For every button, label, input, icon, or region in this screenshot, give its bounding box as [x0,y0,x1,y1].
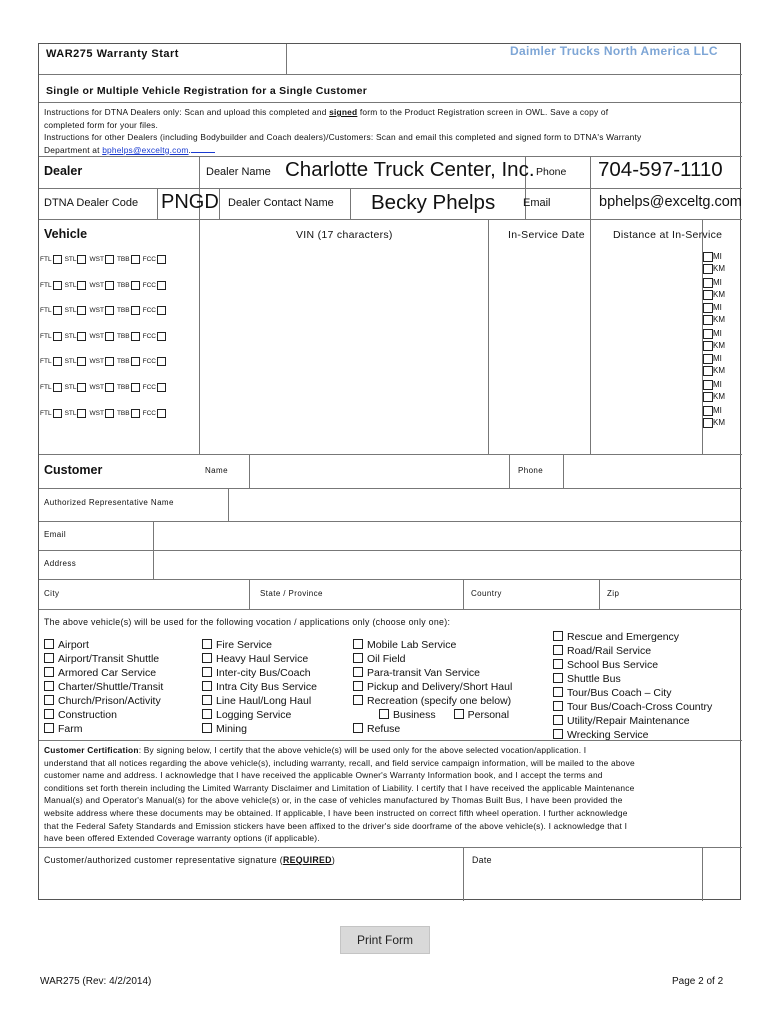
vocation-option[interactable] [202,680,317,694]
vehicle-type-checkbox[interactable] [131,281,140,290]
customer-certification [44,744,738,845]
vin-field[interactable] [201,406,487,428]
vehicle-type-label: FTL [40,256,52,263]
footer-page: Page 2 of 2 [672,976,724,987]
vehicle-type-label: FCC [142,384,156,391]
vocation-option[interactable] [44,680,163,694]
instructions: Instructions for DTNA Dealers only: Scan and upload this completed and signed form to the Product Registration screen in OWL. Save a copy of completed form for your files. Instructions for other Dealers (including Bodybuilder and Coach dealers)/Customers: Scan and email this completed and signed form to DTNA's Warranty Department at bphelps@exceltg.com. [44,107,642,155]
vehicle-type-label: STL [64,358,77,366]
vocation-option[interactable] [44,652,163,666]
vin-label: VIN (17 characters) [296,229,393,241]
zip-label: Zip [607,589,620,598]
customer-email-label: Email [44,530,67,539]
vin-field[interactable] [201,329,487,351]
vocation-label: Line Haul/Long Haul [216,695,312,707]
vocation-label: School Bus Service [567,659,659,671]
dealer-section-label: Dealer [44,164,83,178]
dealer-email-field[interactable]: bphelps@exceltg.com [599,194,742,210]
vocation-option[interactable] [44,666,163,680]
vocation-checkbox[interactable] [44,695,54,705]
vehicle-type-checkbox[interactable] [105,383,114,392]
vocation-option[interactable] [553,714,712,728]
vehicle-row [40,255,169,264]
vocation-checkbox[interactable] [553,673,563,683]
vehicle-type-checkbox[interactable] [105,409,114,418]
vocation-checkbox[interactable] [202,653,212,663]
dealer-contact-label: Dealer Contact Name [228,197,334,209]
unit-checkbox[interactable] [703,278,713,288]
customer-phone-label: Phone [518,466,544,475]
vehicle-type-checkbox[interactable] [105,306,114,315]
unit-label: KM [713,264,725,273]
signature-label: Customer/authorized customer representative signature (REQUIRED) [44,855,336,865]
vehicle-row [40,306,169,315]
vocation-checkbox[interactable] [353,723,363,733]
unit-label: MI [713,380,722,389]
in-service-date-field[interactable] [490,380,586,402]
vocation-label: Rescue and Emergency [567,631,680,643]
vocation-option[interactable] [353,722,527,736]
vehicle-type-label: WST [89,358,104,366]
vocation-option[interactable] [44,708,163,722]
vehicle-type-label: STL [64,307,77,315]
certification-line: that the Federal Safety Standards and Emission stickers have been affixed to the driver's side doorframe of the above vehicle(s). I acknowledge that I [44,820,628,831]
company-name: Daimler Trucks North America LLC [510,44,718,58]
dealer-email-label: Email [523,197,551,209]
vin-field[interactable] [201,354,487,376]
vehicle-type-checkbox[interactable] [105,255,114,264]
unit-label: MI [713,328,722,338]
vocation-checkbox[interactable] [44,653,54,663]
vehicle-type-checkbox[interactable] [77,332,86,341]
vocation-label: Oil Field [367,653,406,665]
vocation-label: Intra City Bus Service [216,681,317,693]
vehicle-type-checkbox[interactable] [77,383,86,392]
vocation-label: Airport/Transit Shuttle [58,653,160,665]
unit-checkbox[interactable] [703,341,713,351]
vocation-checkbox[interactable] [353,639,363,649]
vocation-checkbox[interactable] [553,687,563,697]
date-field[interactable] [468,870,658,898]
vehicle-type-label: FCC [142,409,156,417]
form-subtitle: Single or Multiple Vehicle Registration for a Single Customer [46,85,368,97]
vocation-checkbox[interactable] [44,709,54,719]
certification-line: Manual(s) and Operator's Manual(s) for the above vehicle(s) or, in the case of vehicles manufactured by Thomas Built Bus, I have been provided the [44,795,623,806]
vocation-option[interactable] [553,672,712,686]
vin-field[interactable] [201,303,487,325]
distance-unit-group [703,302,725,326]
auth-rep-field[interactable] [230,489,740,519]
distance-label: Distance at In-Service [613,229,723,241]
date-label: Date [472,855,492,865]
vocation-label: Tour/Bus Coach – City [567,687,672,699]
in-service-date-field[interactable] [490,329,586,351]
vehicle-type-label: FCC [142,358,156,366]
unit-label: KM [713,417,725,427]
unit-checkbox[interactable] [703,380,713,390]
vehicle-type-checkbox[interactable] [131,255,140,264]
country-label: Country [471,589,502,598]
vocation-checkbox[interactable] [44,639,54,649]
certification-line: customer name and address. I acknowledge that I have received the applicable Owner's Warranty Information book, and I accept the terms and [44,770,603,781]
vehicle-type-label: WST [89,332,104,340]
vocation-label: Logging Service [216,709,292,721]
vocation-checkbox[interactable] [553,729,563,739]
vehicle-type-label: WST [89,256,104,263]
vehicle-type-checkbox[interactable] [131,357,140,366]
vocation-option[interactable] [202,722,317,736]
vehicle-type-label: TBB [116,384,130,391]
vehicle-type-checkbox[interactable] [105,332,114,341]
dealer-phone-field[interactable]: 704-597-1110 [598,158,723,181]
certification-line: understand that all notices regarding the above vehicle(s), including warranty, recall, and field service campaign information, will be mailed to the above [44,757,635,768]
vehicle-type-label: WST [89,409,104,417]
vocation-checkbox[interactable] [202,681,212,691]
vehicle-type-label: STL [64,332,77,340]
vocation-checkbox[interactable] [553,631,563,641]
distance-unit-group [703,277,725,301]
vocation-col-2 [202,638,317,736]
vehicle-type-label: STL [64,256,77,263]
customer-name-label: Name [205,466,228,475]
unit-checkbox[interactable] [703,354,713,364]
vehicle-row [40,357,169,366]
unit-label: KM [713,340,725,350]
vocation-label: Mobile Lab Service [367,639,457,651]
dealer-name-label: Dealer Name [206,166,271,178]
vocation-checkbox[interactable] [553,701,563,711]
vehicle-type-label: FTL [40,332,52,340]
vocation-checkbox[interactable] [553,645,563,655]
vocation-option[interactable] [553,686,712,700]
distance-field[interactable] [592,406,698,428]
unit-checkbox[interactable] [703,264,713,274]
vehicle-type-label: TBB [116,409,130,417]
vehicle-type-checkbox[interactable] [157,357,166,366]
vocation-option[interactable] [553,630,712,644]
dealer-code-label: DTNA Dealer Code [44,197,139,209]
certification-line: conditions set forth therein including the Limited Warranty Disclaimer and Limitation of Liability. I certify that I have received the applicable Maintenance [44,782,635,793]
vocation-label: Mining [216,723,247,735]
vehicle-type-checkbox[interactable] [53,281,62,290]
vocation-col-1 [44,638,163,736]
unit-label: KM [713,392,725,401]
address-field[interactable] [155,551,740,577]
vehicle-type-label: TBB [116,332,130,340]
vehicle-type-label: TBB [116,281,130,289]
unit-checkbox[interactable] [703,303,713,313]
vocation-option[interactable] [553,728,712,742]
distance-unit-group [703,251,725,275]
vehicle-type-checkbox[interactable] [131,409,140,418]
unit-label: KM [713,315,725,325]
vehicle-type-checkbox[interactable] [157,306,166,315]
vehicle-type-checkbox[interactable] [53,255,62,264]
vocation-label: Tour Bus/Coach-Cross Country [567,701,713,713]
vocation-option[interactable] [553,700,712,714]
vehicle-type-label: STL [64,281,77,289]
distance-field[interactable] [592,329,698,351]
vocation-checkbox[interactable] [202,723,212,733]
vehicle-type-label: FTL [40,409,52,417]
state-label: State / Province [260,589,323,598]
vocation-checkbox[interactable] [553,659,563,669]
customer-section-label: Customer [44,463,103,477]
address-label: Address [44,559,77,568]
recreation-label: Personal [467,709,510,721]
vocation-label: Heavy Haul Service [216,653,309,665]
vocation-label: Charter/Shuttle/Transit [58,681,164,693]
vocation-label: Recreation (specify one below) [367,695,512,707]
recreation-label: Business [393,709,436,721]
customer-email-field[interactable] [155,522,740,548]
vehicle-type-label: WST [89,384,104,391]
in-service-label: In-Service Date [508,229,585,241]
dealer-name-field[interactable]: Charlotte Truck Center, Inc. [285,158,535,181]
vehicle-type-checkbox[interactable] [131,332,140,341]
vehicle-type-checkbox[interactable] [157,281,166,290]
vehicle-type-label: FTL [40,358,52,366]
print-form-button[interactable]: Print Form [340,926,430,954]
vocation-checkbox[interactable] [44,667,54,677]
in-service-date-field[interactable] [490,354,586,376]
certification-title: Customer Certification [44,745,139,755]
vehicle-type-checkbox[interactable] [157,255,166,264]
vehicle-type-label: STL [64,409,77,417]
vehicle-type-checkbox[interactable] [131,306,140,315]
vehicle-type-label: WST [89,307,104,315]
vehicle-type-checkbox[interactable] [77,255,86,264]
vehicle-type-checkbox[interactable] [131,383,140,392]
vocation-option[interactable] [553,644,712,658]
vocation-option[interactable] [553,658,712,672]
vehicle-type-checkbox[interactable] [77,281,86,290]
vehicle-type-checkbox[interactable] [105,357,114,366]
in-service-date-field[interactable] [490,303,586,325]
vocation-option[interactable] [353,680,527,694]
form-id: WAR275 Warranty Start [46,48,179,60]
distance-unit-group [703,405,725,429]
distance-field[interactable] [592,303,698,325]
vocation-label: Farm [58,723,83,735]
footer-revision: WAR275 (Rev: 4/2/2014) [40,976,152,987]
vocation-prompt: The above vehicle(s) will be used for the following vocation / applications only (choose only one): [44,617,451,627]
dealer-contact-field[interactable]: Becky Phelps [371,191,496,214]
customer-phone-field[interactable] [564,456,739,486]
vehicle-type-label: TBB [116,307,130,315]
vocation-label: Wrecking Service [567,729,649,741]
unit-label: MI [713,277,722,287]
unit-checkbox[interactable] [703,366,713,376]
dealer-code-field[interactable]: PNGD [161,191,219,213]
vocation-col-4 [553,630,712,742]
vehicle-row [40,332,169,341]
vocation-label: Utility/Repair Maintenance [567,715,690,727]
vocation-checkbox[interactable] [353,653,363,663]
certification-line: website address where these documents may be obtained. If applicable, I have been instructed on correct fifth wheel operation. I further acknowledge [44,807,628,818]
signature-field[interactable] [44,870,458,898]
vocation-checkbox[interactable] [353,667,363,677]
distance-unit-group [703,379,725,403]
vocation-label: Inter-city Bus/Coach [216,667,311,679]
vehicle-type-label: FTL [40,281,52,289]
vocation-checkbox[interactable] [202,639,212,649]
dealer-phone-label: Phone [536,166,567,178]
customer-name-field[interactable] [250,456,508,486]
vocation-checkbox[interactable] [202,695,212,705]
distance-field[interactable] [592,252,698,274]
vehicle-section-label: Vehicle [44,227,88,241]
vocation-option[interactable] [44,638,163,652]
vocation-col-3 [353,638,527,736]
vocation-checkbox[interactable] [202,667,212,677]
unit-checkbox[interactable] [703,252,713,262]
vocation-label: Church/Prison/Activity [58,695,161,707]
unit-label: KM [713,366,725,376]
vehicle-type-checkbox[interactable] [53,357,62,366]
vocation-option[interactable] [44,694,163,708]
vocation-checkbox[interactable] [44,681,54,691]
vocation-option[interactable] [44,722,163,736]
unit-checkbox[interactable] [703,315,713,325]
unit-checkbox[interactable] [703,329,713,339]
vocation-label: Road/Rail Service [567,645,652,657]
vehicle-type-label: FTL [40,307,52,315]
distance-unit-group [703,328,725,352]
distance-unit-group [703,353,725,377]
unit-label: MI [713,405,722,415]
in-service-date-field[interactable] [490,406,586,428]
vocation-label: Fire Service [216,639,273,651]
vehicle-type-label: FCC [142,307,156,315]
vocation-option[interactable] [202,638,317,652]
vehicle-type-label: FCC [142,281,156,289]
vin-field[interactable] [201,380,487,402]
vehicle-type-checkbox[interactable] [77,357,86,366]
vin-field[interactable] [201,278,487,300]
vocation-option[interactable] [202,666,317,680]
vehicle-type-label: FCC [142,332,156,340]
recreation-personal-option[interactable] [454,709,509,721]
distance-field[interactable] [592,278,698,300]
unit-checkbox[interactable] [703,392,713,402]
vehicle-type-label: TBB [116,358,130,366]
unit-label: MI [713,252,722,261]
recreation-checkbox[interactable] [454,709,464,719]
vehicle-row [40,383,169,392]
vocation-label: Armored Car Service [58,667,157,679]
unit-checkbox[interactable] [703,290,713,300]
vehicle-type-label: STL [64,384,77,391]
email-link[interactable]: bphelps@exceltg.com [102,144,189,155]
vocation-checkbox[interactable] [202,709,212,719]
unit-checkbox[interactable] [703,406,713,416]
vocation-option[interactable] [353,638,527,652]
vocation-label: Construction [58,709,117,721]
certification-line: have been offered Extended Coverage warranty options (if applicable). [44,833,320,844]
unit-label: MI [713,354,722,364]
vehicle-type-checkbox[interactable] [105,281,114,290]
vocation-option[interactable] [353,694,527,708]
vocation-option[interactable] [202,652,317,666]
distance-field[interactable] [592,380,698,402]
vocation-option[interactable] [353,666,527,680]
vehicle-type-checkbox[interactable] [53,332,62,341]
vocation-label: Para-transit Van Service [367,667,481,679]
in-service-date-field[interactable] [490,252,586,274]
unit-checkbox[interactable] [703,418,713,428]
vehicle-type-checkbox[interactable] [157,409,166,418]
vehicle-type-label: WST [89,281,104,289]
vehicle-type-checkbox[interactable] [53,383,62,392]
vehicle-type-label: FTL [40,384,52,391]
recreation-business-option[interactable] [379,709,436,721]
vocation-label: Shuttle Bus [567,673,621,685]
vehicle-type-checkbox[interactable] [157,332,166,341]
auth-rep-label: Authorized Representative Name [44,498,174,507]
vehicle-type-checkbox[interactable] [53,306,62,315]
vehicle-type-checkbox[interactable] [77,306,86,315]
vehicle-type-label: TBB [116,256,130,263]
vocation-checkbox[interactable] [553,715,563,725]
distance-field[interactable] [592,354,698,376]
vin-field[interactable] [201,252,487,274]
vehicle-type-checkbox[interactable] [53,409,62,418]
certification-line: : By signing below, I certify that the above vehicle(s) will be used only for the above selected vocation/application. I [138,745,587,755]
unit-label: KM [713,289,725,299]
vehicle-row [40,409,169,418]
vocation-checkbox[interactable] [353,695,363,705]
vocation-option[interactable] [202,694,317,708]
vehicle-row [40,281,169,290]
unit-label: MI [713,303,722,313]
vocation-label: Refuse [367,723,401,735]
vehicle-type-checkbox[interactable] [157,383,166,392]
vocation-option[interactable] [353,652,527,666]
vocation-checkbox[interactable] [353,681,363,691]
city-label: City [44,589,60,598]
recreation-checkbox[interactable] [379,709,389,719]
vehicle-type-label: FCC [142,256,156,263]
vocation-option[interactable] [202,708,317,722]
vocation-label: Pickup and Delivery/Short Haul [367,681,513,693]
in-service-date-field[interactable] [490,278,586,300]
vocation-checkbox[interactable] [44,723,54,733]
vocation-label: Airport [58,639,89,651]
vehicle-type-checkbox[interactable] [77,409,86,418]
